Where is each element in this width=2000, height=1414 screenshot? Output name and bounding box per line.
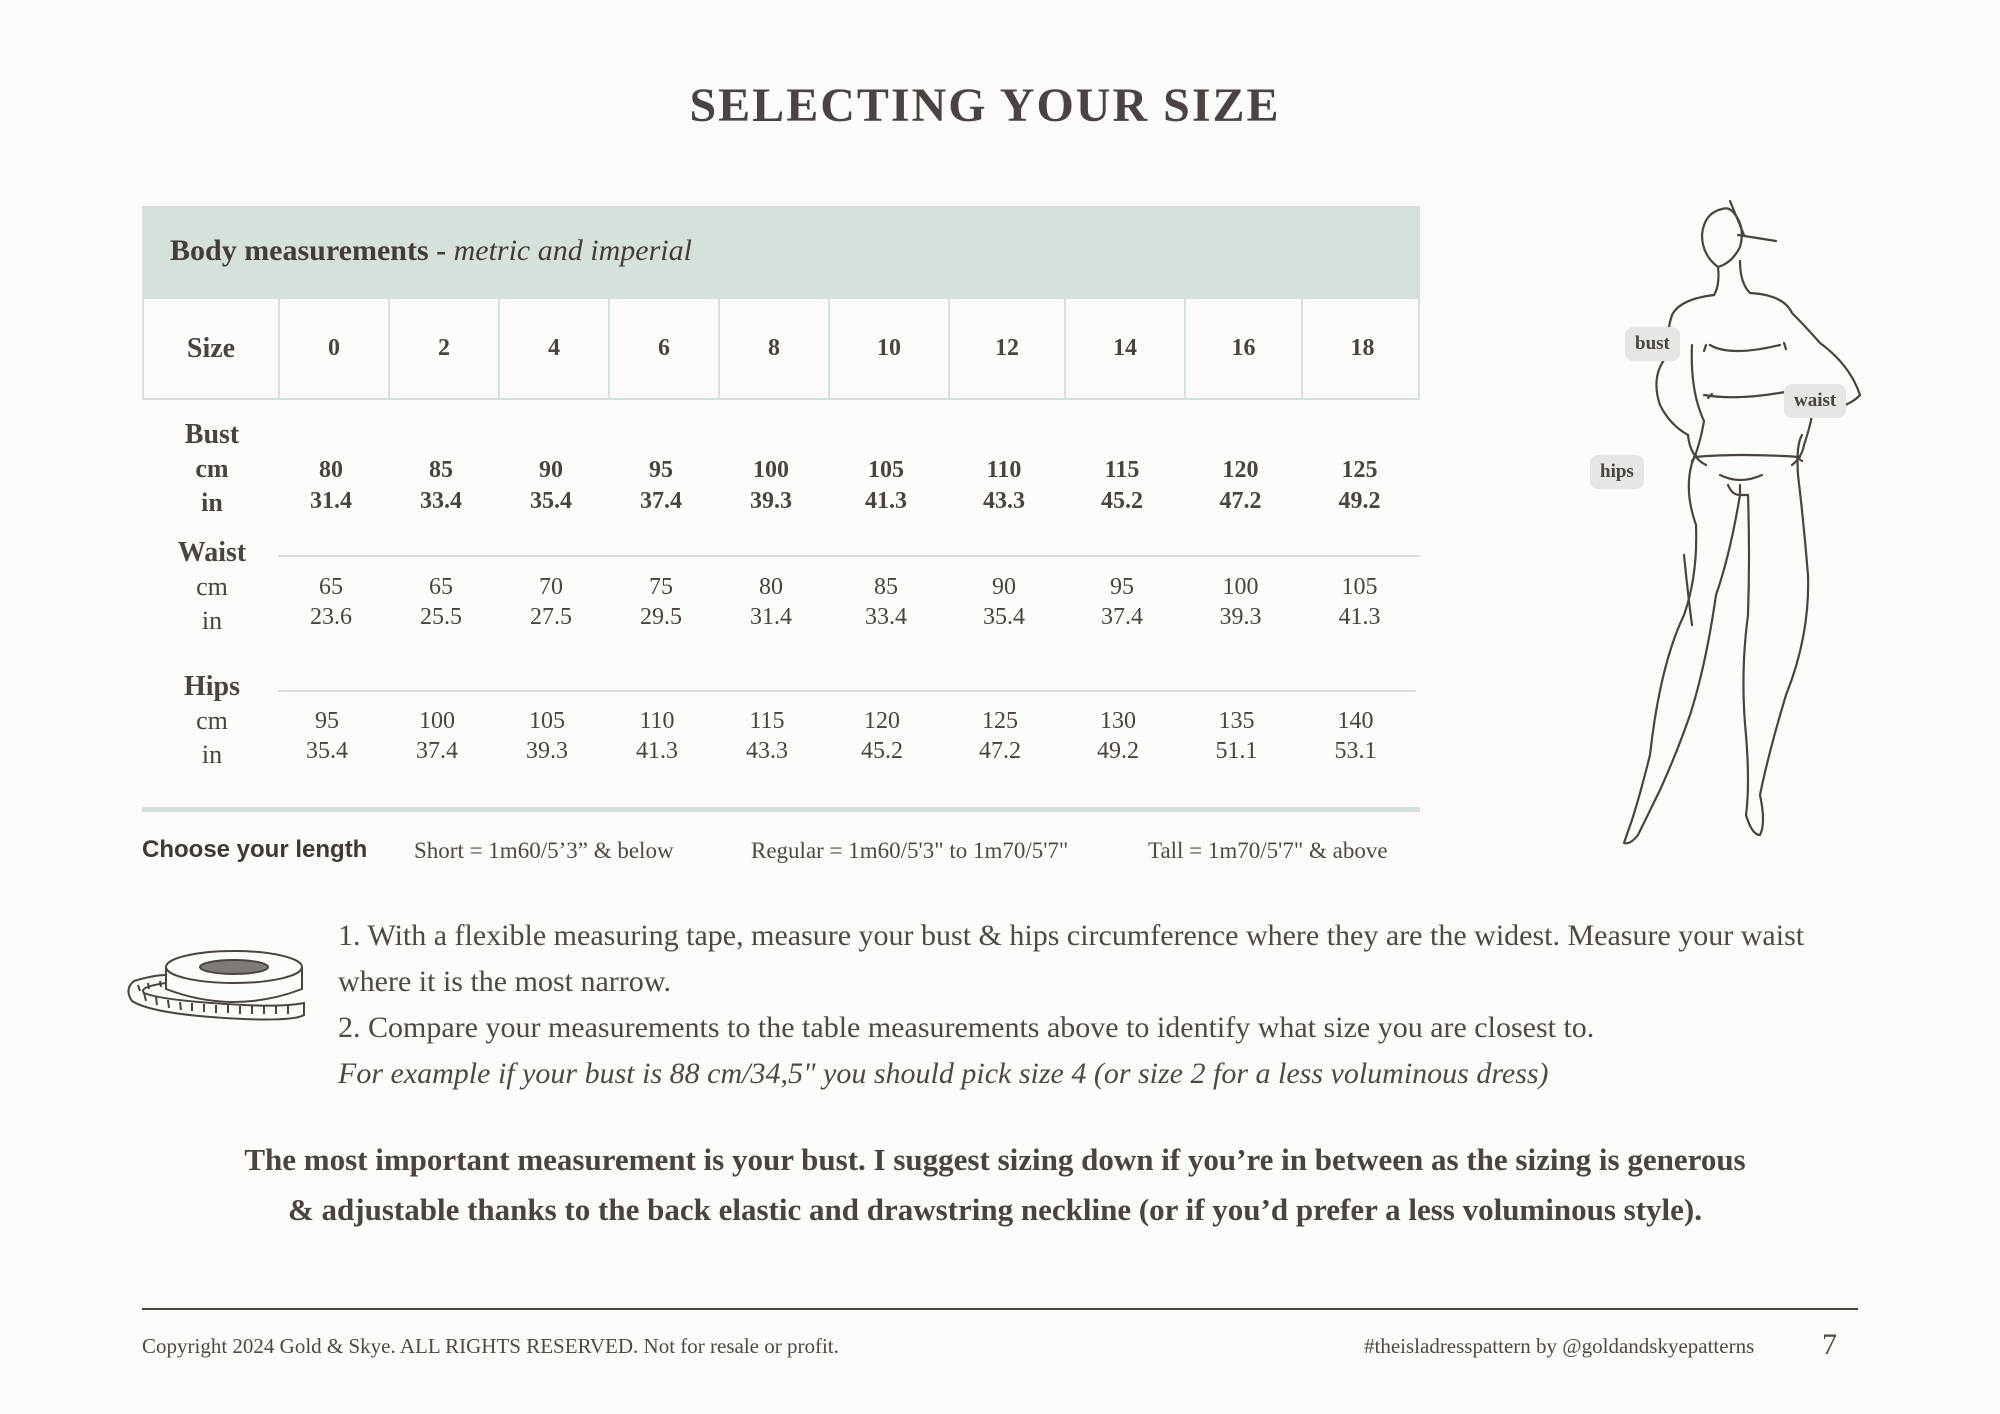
- row-separator: [278, 555, 1420, 557]
- cell-hips-cm: 130: [1100, 708, 1136, 734]
- row-unit-cm: cm: [196, 572, 228, 601]
- cell-waist-in: 25.5: [420, 604, 462, 630]
- cell-hips-in: 41.3: [636, 738, 678, 764]
- cell-hips-cm: 105: [529, 708, 565, 734]
- row-separator: [278, 690, 1416, 692]
- cell-hips-cm: 140: [1337, 708, 1374, 734]
- cell-waist-cm: 95: [1110, 574, 1134, 600]
- cell-bust-in: 47.2: [1219, 488, 1262, 514]
- page-number: 7: [1822, 1328, 1837, 1361]
- cell-bust-in: 43.3: [983, 488, 1025, 514]
- instruction-step-2: 2. Compare your measurements to the table measurements above to identify what size you are closest to.: [338, 1011, 1595, 1044]
- table-header-italic: metric and imperial: [453, 234, 692, 267]
- cell-hips-in: 37.4: [416, 738, 458, 764]
- cell-hips-cm: 100: [419, 708, 455, 734]
- length-label: Choose your length: [142, 836, 368, 863]
- cell-bust-cm: 105: [868, 457, 904, 483]
- footer-rule: [142, 1308, 1858, 1310]
- cell-bust-in: 41.3: [865, 488, 907, 514]
- cell-bust-cm: 90: [539, 457, 563, 483]
- size-header-cell: 2: [388, 299, 498, 398]
- cell-hips-in: 39.3: [526, 738, 568, 764]
- cell-bust-in: 45.2: [1101, 488, 1143, 514]
- page-title: SELECTING YOUR SIZE: [689, 79, 1281, 132]
- cell-bust-in: 39.3: [750, 488, 792, 514]
- cell-hips-cm: 110: [639, 708, 675, 734]
- cell-hips-cm: 95: [315, 708, 339, 734]
- cell-waist-in: 29.5: [640, 604, 682, 630]
- cell-waist-in: 31.4: [750, 604, 792, 630]
- row-unit-cm: cm: [196, 706, 228, 735]
- cell-hips-cm: 125: [982, 708, 1018, 734]
- cell-waist-in: 39.3: [1219, 604, 1262, 630]
- cell-hips-in: 43.3: [746, 738, 788, 764]
- cell-hips-cm: 120: [864, 708, 900, 734]
- figure-label-waist: waist: [1784, 384, 1846, 418]
- cell-hips-in: 45.2: [861, 738, 903, 764]
- size-header-cell: 16: [1184, 299, 1301, 398]
- cell-hips-cm: 135: [1218, 708, 1255, 734]
- size-header-cell: 4: [498, 299, 608, 398]
- important-note: The most important measurement is your bust. I suggest sizing down if you’re in between as the sizing is generous & adjustable thanks to the back elastic and drawstring neckline (or if you’d prefer a less voluminous style).: [244, 1142, 1746, 1227]
- cell-waist-cm: 90: [992, 574, 1016, 600]
- size-header-cell: 14: [1064, 299, 1184, 398]
- cell-waist-cm: 70: [539, 574, 563, 600]
- cell-waist-in: 41.3: [1338, 604, 1381, 630]
- length-tall: Tall = 1m70/5'7" & above: [1148, 838, 1388, 863]
- cell-waist-in: 37.4: [1101, 604, 1143, 630]
- size-label: Size: [186, 332, 236, 364]
- row-label-waist: [142, 536, 282, 638]
- cell-bust-cm: 120: [1222, 457, 1259, 483]
- size-header-cell: 6: [608, 299, 718, 398]
- figure-label-hips: hips: [1590, 455, 1644, 489]
- row-label-name: Hips: [183, 671, 241, 702]
- cell-hips-in: 51.1: [1215, 738, 1258, 764]
- cell-waist-cm: 75: [649, 574, 673, 600]
- cell-bust-cm: 115: [1104, 457, 1140, 483]
- cell-hips-in: 35.4: [306, 738, 348, 764]
- length-regular: Regular = 1m60/5'3" to 1m70/5'7": [751, 838, 1069, 863]
- cell-bust-in: 31.4: [310, 488, 352, 514]
- body-figure-illustration: [1580, 195, 1880, 850]
- size-header-cell: 8: [718, 299, 828, 398]
- cell-waist-cm: 65: [429, 574, 453, 600]
- cell-bust-in: 37.4: [640, 488, 682, 514]
- cell-bust-in: 33.4: [420, 488, 462, 514]
- instruction-example: For example if your bust is 88 cm/34,5" you should pick size 4 (or size 2 for a less voluminous dress): [338, 1057, 1549, 1090]
- cell-hips-cm: 115: [749, 708, 785, 734]
- instructions: [338, 913, 1838, 1097]
- cell-waist-cm: 85: [874, 574, 898, 600]
- figure-label-bust: bust: [1625, 327, 1680, 361]
- cell-bust-cm: 100: [753, 457, 789, 483]
- footer-hashtag: #theisladresspattern by @goldandskyepatterns: [1364, 1334, 1755, 1358]
- instruction-step-1: 1. With a flexible measuring tape, measure your bust & hips circumference where they are the widest. Measure your waist where it is the most narrow.: [338, 919, 1805, 998]
- measuring-tape-icon: [124, 945, 310, 1027]
- row-unit-cm: cm: [195, 454, 229, 483]
- cell-bust-in: 49.2: [1338, 488, 1381, 514]
- cell-waist-cm: 100: [1222, 574, 1259, 600]
- cell-waist-in: 35.4: [983, 604, 1025, 630]
- length-row: [142, 836, 1422, 870]
- cell-hips-in: 49.2: [1097, 738, 1139, 764]
- size-header-cell: 10: [828, 299, 948, 398]
- cell-bust-cm: 85: [429, 457, 453, 483]
- cell-bust-cm: 110: [986, 457, 1022, 483]
- size-header-cell: 0: [278, 299, 388, 398]
- cell-waist-cm: 80: [759, 574, 783, 600]
- row-label-hips: [142, 670, 282, 772]
- row-label-bust: [142, 418, 282, 520]
- length-short: Short = 1m60/5’3” & below: [414, 838, 674, 863]
- table-bottom-rule: [142, 807, 1420, 812]
- row-label-name: Bust: [184, 419, 240, 450]
- size-row: [142, 299, 1420, 400]
- row-unit-in: in: [201, 606, 223, 635]
- size-header-cell: 12: [948, 299, 1064, 398]
- cell-bust-cm: 80: [319, 457, 343, 483]
- table-header-text: [170, 234, 692, 268]
- cell-hips-in: 53.1: [1334, 738, 1377, 764]
- row-unit-in: in: [201, 488, 223, 517]
- cell-waist-in: 33.4: [865, 604, 907, 630]
- row-label-name: Waist: [177, 537, 247, 568]
- cell-waist-cm: 65: [319, 574, 343, 600]
- table-header-dash: -: [428, 234, 454, 267]
- footer-copyright: Copyright 2024 Gold & Skye. ALL RIGHTS RESERVED. Not for resale or profit.: [142, 1334, 839, 1358]
- cell-bust-in: 35.4: [530, 488, 572, 514]
- table-header: [142, 206, 1420, 299]
- cell-waist-in: 27.5: [530, 604, 572, 630]
- cell-waist-cm: 105: [1341, 574, 1378, 600]
- table-header-bold: Body measurements: [170, 234, 429, 267]
- size-header-cell: 18: [1301, 299, 1422, 398]
- cell-hips-in: 47.2: [979, 738, 1021, 764]
- row-unit-in: in: [201, 740, 223, 769]
- cell-bust-cm: 125: [1341, 457, 1378, 483]
- cell-waist-in: 23.6: [310, 604, 352, 630]
- cell-bust-cm: 95: [649, 457, 673, 483]
